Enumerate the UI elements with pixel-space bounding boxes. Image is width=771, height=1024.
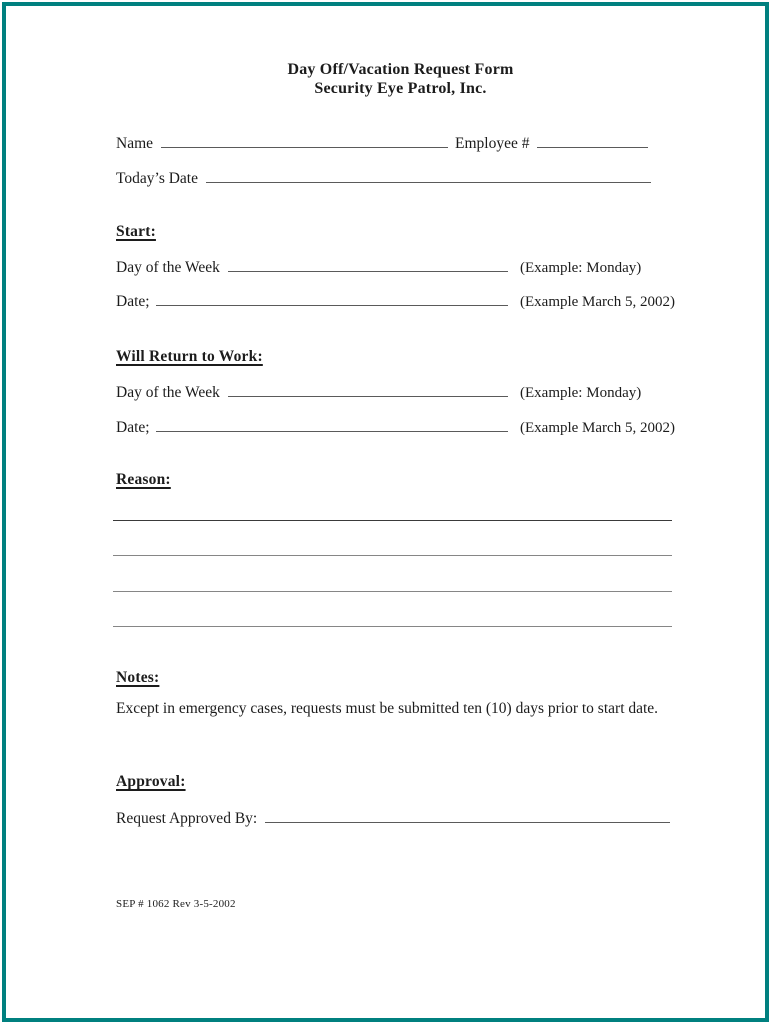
start-day-row [116,258,641,278]
reason-line-3[interactable] [113,591,672,592]
reason-line-1[interactable] [113,520,672,521]
notes-section-heading: Notes: [116,669,160,686]
return-date-example: (Example March 5, 2002) [520,420,675,436]
employee-number-input-line[interactable] [537,134,648,148]
return-date-label: Date; [116,419,150,436]
form-id: SEP # 1062 Rev 3-5-2002 [116,898,236,910]
return-day-input-line[interactable] [228,383,508,397]
approved-by-label: Request Approved By: [116,810,258,827]
reason-section-heading: Reason: [116,471,171,488]
return-date-field [116,418,508,438]
start-date-row [116,292,675,312]
todays-date-input-line[interactable] [206,169,651,183]
name-label: Name [116,135,154,152]
name-employee-row [116,134,648,154]
return-day-row [116,383,641,403]
start-date-label: Date; [116,293,150,310]
start-day-field [116,258,508,278]
form-title: Day Off/Vacation Request Form [287,61,514,78]
start-day-input-line[interactable] [228,258,508,272]
reason-line-2[interactable] [113,555,672,556]
approved-by-row [116,809,670,829]
start-date-input-line[interactable] [156,292,508,306]
employee-number-label: Employee # [455,135,530,152]
start-day-label: Day of the Week [116,259,220,276]
start-date-field [116,292,508,312]
reason-line-4[interactable] [113,626,672,627]
return-date-input-line[interactable] [156,418,508,432]
return-section-heading: Will Return to Work: [116,348,263,365]
todays-date-row [116,169,651,189]
start-section-heading: Start: [116,223,156,240]
return-day-field [116,383,508,403]
return-date-row [116,418,675,438]
company-name: Security Eye Patrol, Inc. [314,79,487,97]
todays-date-label: Today’s Date [116,170,198,187]
approved-by-input-line[interactable] [265,809,670,823]
page-border [2,2,769,1022]
return-day-example: (Example: Monday) [520,385,642,401]
notes-body: Except in emergency cases, requests must be submitted ten (10) days prior to start date. [116,700,659,717]
start-date-example: (Example March 5, 2002) [520,294,675,310]
employee-field [455,134,648,154]
start-day-example: (Example: Monday) [520,260,642,276]
return-day-label: Day of the Week [116,384,220,401]
name-input-line[interactable] [161,134,448,148]
name-field [116,134,448,154]
approval-section-heading: Approval: [116,773,186,790]
form-title-block [0,61,771,98]
